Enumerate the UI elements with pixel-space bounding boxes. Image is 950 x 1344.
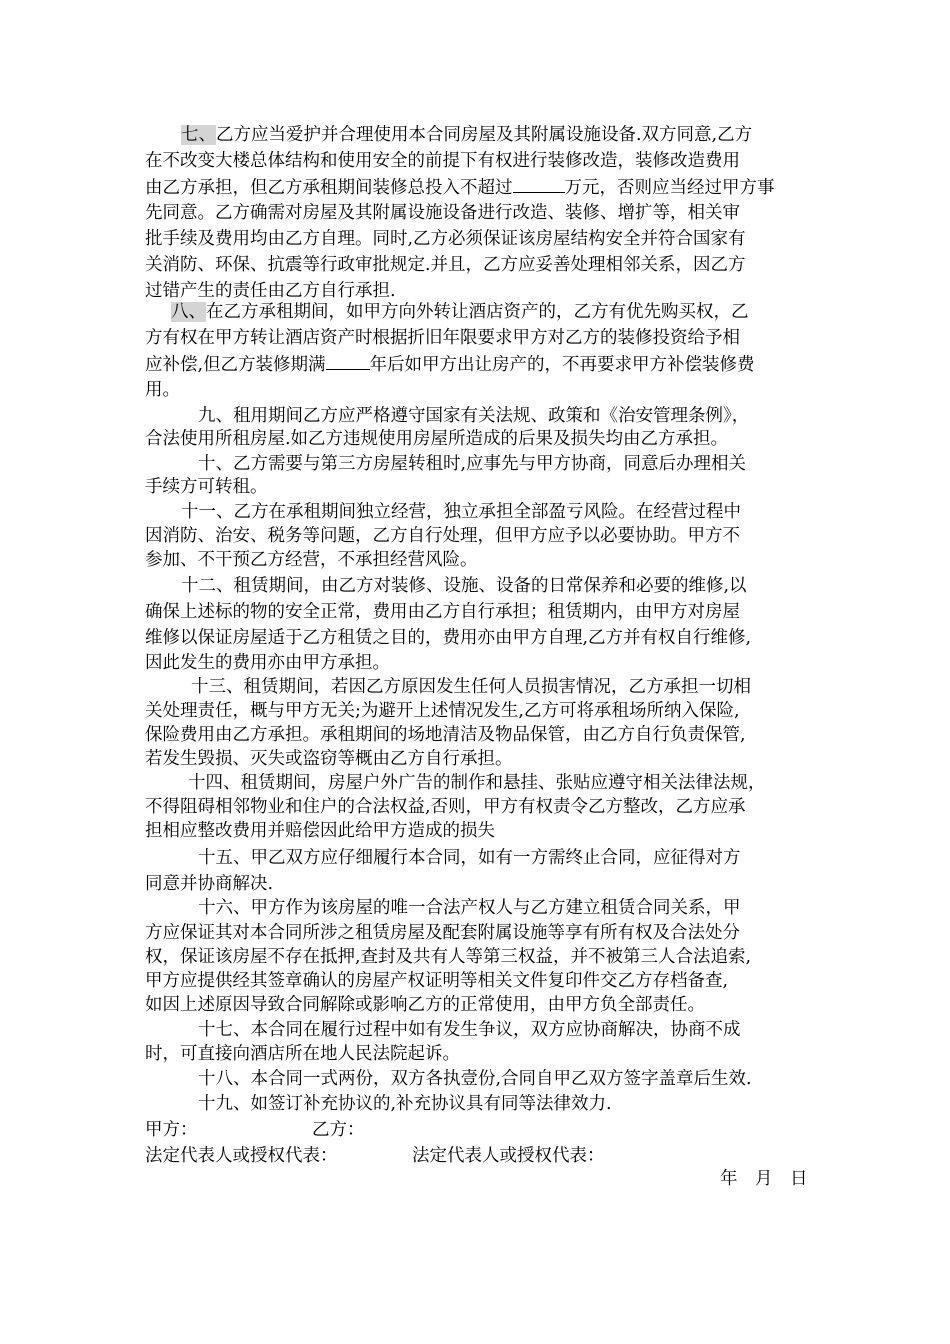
- clause-16-line-1: 十六、甲方作为该房屋的唯一合法产权人与乙方建立租赁合同关系，甲: [198, 898, 741, 918]
- clause-8-line-1: 八、在乙方承租期间，如甲方向外转让酒店资产的，乙方有优先购买权，乙: [171, 302, 749, 322]
- party-b-label: 乙方：: [312, 1120, 365, 1140]
- clause-7-number: 七、: [181, 125, 216, 145]
- clause-17-line-1: 十七、本合同在履行过程中如有发生争议，双方应协商解决，协商不成: [198, 1020, 741, 1040]
- clause-10-line-1: 十、乙方需要与第三方房屋转租时,应事先与甲方协商，同意后办理相关: [198, 454, 747, 474]
- clause-7-line-3: 由乙方承担，但乙方承租期间装修总投入不超过 万元，否则应当经过甲方事: [145, 178, 775, 198]
- clause-9-line-2: 合法使用所租房屋.如乙方违规使用房屋所造成的后果及损失均由乙方承担。: [145, 429, 729, 449]
- clause-19-line-1: 十九、如签订补充协议的,补充协议具有同等法律效力.: [198, 1094, 612, 1114]
- clause-16-line-4: 甲方应提供经其签章确认的房屋产权证明等相关文件复印件交乙方存档备查,: [145, 971, 729, 991]
- party-a-label: 甲方：: [145, 1120, 198, 1140]
- clause-8-line-2: 方有权在甲方转让酒店资产时根据折旧年限要求甲方对乙方的装修投资给予相: [145, 328, 740, 348]
- party-b-representative-label: 法定代表人或授权代表：: [412, 1146, 605, 1166]
- clause-11-line-3: 参加、不干预乙方经营，不承担经营风险。: [145, 550, 478, 570]
- clause-12-line-1: 十二、租赁期间，由乙方对装修、设施、设备的日常保养和必要的维修,以: [181, 576, 747, 596]
- blank-amount-field: [513, 176, 565, 193]
- clause-13-line-1: 十三、租赁期间，若因乙方原因发生任何人员损害情况，乙方承担一切相: [191, 677, 751, 697]
- clause-13-line-4: 若发生毁损、灭失或盗窃等概由乙方自行承担。: [145, 749, 513, 769]
- clause-9-line-1: 九、租用期间乙方应严格遵守国家有关法规、政策和《治安管理条例》，: [198, 406, 750, 426]
- clause-7-line-6: 关消防、环保、抗震等行政审批规定.并且，乙方应妥善处理相邻关系，因乙方: [145, 255, 746, 275]
- clause-7-line-4: 先同意。乙方确需对房屋及其附属设施设备进行改造、装修、增扩等，相关审: [145, 203, 740, 223]
- clause-11-line-2: 因消防、治安、税务等问题，乙方自行处理，但甲方应予以必要协助。甲方不: [145, 526, 740, 546]
- clause-8-number: 八、: [171, 302, 206, 322]
- clause-7-line-1: 七、乙方应当爱护并合理使用本合同房屋及其附属设施设备.双方同意,乙方: [181, 125, 753, 145]
- clause-13-line-3: 保险费用由乙方承担。承租期间的场地清洁及物品保管，由乙方自行负责保管,: [145, 725, 746, 745]
- clause-16-line-2: 方应保证其对本合同所涉之租赁房屋及配套附属设施等享有所有权及合法处分: [145, 923, 740, 943]
- clause-8-line-3: 应补偿,但乙方装修期满 年后如甲方出让房产的，不再要求甲方补偿装修费: [145, 355, 755, 375]
- clause-12-line-4: 因此发生的费用亦由甲方承担。: [145, 653, 390, 673]
- clause-11-line-1: 十一、乙方在承租期间独立经营，独立承担全部盈亏风险。在经营过程中: [181, 502, 741, 522]
- signing-date: 年 月 日: [720, 1169, 808, 1189]
- clause-7-line-5: 批手续及费用均由乙方自理。同时,乙方必须保证该房屋结构安全并符合国家有: [145, 229, 746, 249]
- clause-8-line-4: 用。: [145, 380, 180, 400]
- clause-14-line-2: 不得阻碍相邻物业和住户的合法权益,否则，甲方有权责令乙方整改，乙方应承: [145, 797, 746, 817]
- blank-years-field: [326, 353, 370, 370]
- clause-14-line-1: 十四、租赁期间，房屋户外广告的制作和悬挂、张贴应遵守相关法律法规，: [188, 773, 766, 793]
- clause-13-line-2: 关处理责任，概与甲方无关;为避开上述情况发生,乙方可将承租场所纳入保险,: [145, 701, 740, 721]
- clause-7-line-2: 在不改变大楼总体结构和使用安全的前提下有权进行装修改造，装修改造费用: [145, 151, 740, 171]
- clause-18-line-1: 十八、本合同一式两份，双方各执壹份,合同自甲乙双方签字盖章后生效.: [198, 1069, 752, 1089]
- clause-12-line-2: 确保上述标的物的安全正常，费用由乙方自行承担；租赁期内，由甲方对房屋: [145, 602, 740, 622]
- clause-15-line-1: 十五、甲乙双方应仔细履行本合同，如有一方需终止合同，应征得对方: [198, 848, 741, 868]
- clause-10-line-2: 手续方可转租。: [145, 477, 268, 497]
- clause-12-line-3: 维修以保证房屋适于乙方租赁之目的，费用亦由甲方自理,乙方并有权自行维修,: [145, 628, 752, 648]
- clause-14-line-3: 担相应整改费用并赔偿因此给甲方造成的损失: [145, 821, 495, 841]
- party-a-representative-label: 法定代表人或授权代表：: [145, 1146, 338, 1166]
- clause-16-line-5: 如因上述原因导致合同解除或影响乙方的正常使用，由甲方负全部责任。: [145, 995, 705, 1015]
- clause-16-line-3: 权，保证该房屋不存在抵押,查封及共有人等第三权益，并不被第三人合法追索,: [145, 947, 752, 967]
- clause-17-line-2: 时，可直接向酒店所在地人民法院起诉。: [145, 1044, 460, 1064]
- clause-7-line-7: 过错产生的责任由乙方自行承担.: [145, 281, 396, 301]
- clause-15-line-2: 同意并协商解决.: [145, 874, 274, 894]
